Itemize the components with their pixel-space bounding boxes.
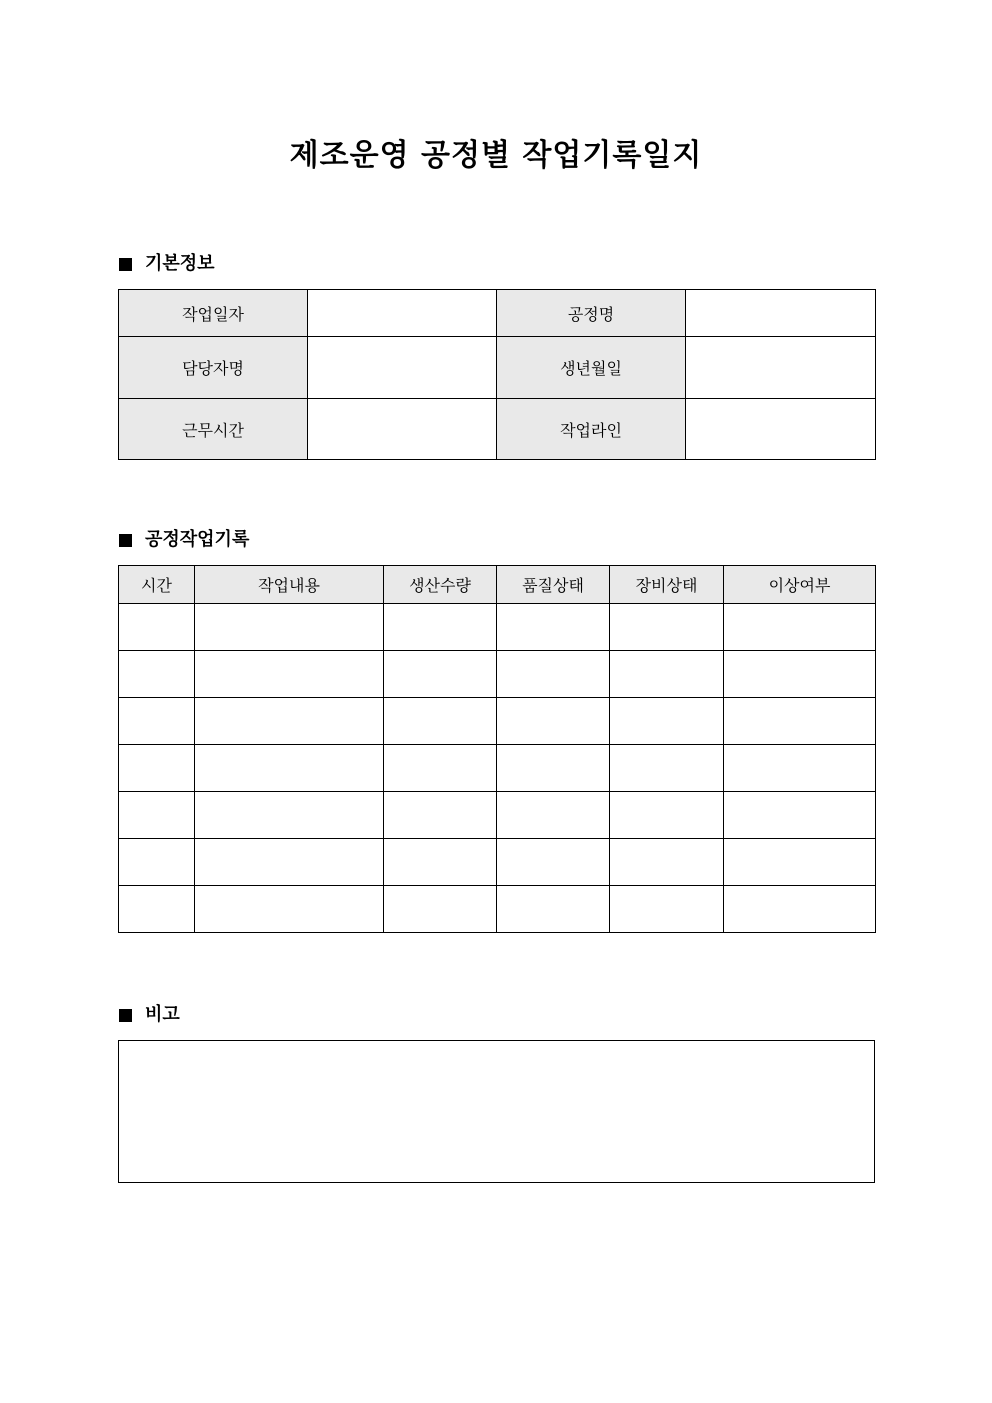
cell-production-qty[interactable] bbox=[384, 792, 497, 839]
table-row bbox=[119, 337, 876, 399]
table-row bbox=[119, 651, 876, 698]
section-heading-remarks bbox=[119, 1003, 180, 1027]
cell-time[interactable] bbox=[119, 698, 195, 745]
cell-anomaly[interactable] bbox=[724, 745, 876, 792]
field-manager-name[interactable] bbox=[308, 337, 497, 399]
cell-work-content[interactable] bbox=[195, 792, 384, 839]
cell-work-content[interactable] bbox=[195, 698, 384, 745]
label-birth-date: 생년월일 bbox=[497, 337, 686, 399]
section-heading-label: 공정작업기록 bbox=[145, 529, 250, 550]
cell-quality-status[interactable] bbox=[497, 886, 610, 933]
table-row bbox=[119, 290, 876, 337]
cell-production-qty[interactable] bbox=[384, 604, 497, 651]
label-work-hours: 근무시간 bbox=[119, 399, 308, 460]
cell-quality-status[interactable] bbox=[497, 604, 610, 651]
cell-equipment-status[interactable] bbox=[610, 886, 724, 933]
cell-time[interactable] bbox=[119, 604, 195, 651]
label-work-date: 작업일자 bbox=[119, 290, 308, 337]
column-header-time: 시간 bbox=[119, 566, 195, 604]
field-work-hours[interactable] bbox=[308, 399, 497, 460]
cell-equipment-status[interactable] bbox=[610, 604, 724, 651]
field-birth-date[interactable] bbox=[686, 337, 876, 399]
cell-quality-status[interactable] bbox=[497, 792, 610, 839]
table-row bbox=[119, 886, 876, 933]
table-row bbox=[119, 745, 876, 792]
cell-quality-status[interactable] bbox=[497, 839, 610, 886]
label-process-name: 공정명 bbox=[497, 290, 686, 337]
section-heading-basic-info bbox=[119, 252, 215, 276]
black-square-icon bbox=[119, 534, 132, 547]
table-row bbox=[119, 792, 876, 839]
label-manager-name: 담당자명 bbox=[119, 337, 308, 399]
table-row bbox=[119, 604, 876, 651]
label-work-line: 작업라인 bbox=[497, 399, 686, 460]
remarks-field[interactable] bbox=[118, 1040, 875, 1183]
table-row bbox=[119, 839, 876, 886]
table-row bbox=[119, 399, 876, 460]
column-header-anomaly: 이상여부 bbox=[724, 566, 876, 604]
cell-quality-status[interactable] bbox=[497, 651, 610, 698]
page-title: 제조운영 공정별 작업기록일지 bbox=[289, 138, 703, 173]
cell-production-qty[interactable] bbox=[384, 886, 497, 933]
table-row bbox=[119, 698, 876, 745]
cell-quality-status[interactable] bbox=[497, 745, 610, 792]
cell-time[interactable] bbox=[119, 745, 195, 792]
column-header-work-content: 작업내용 bbox=[195, 566, 384, 604]
field-work-date[interactable] bbox=[308, 290, 497, 337]
cell-time[interactable] bbox=[119, 886, 195, 933]
cell-time[interactable] bbox=[119, 651, 195, 698]
cell-work-content[interactable] bbox=[195, 651, 384, 698]
work-record-body bbox=[119, 604, 876, 933]
cell-equipment-status[interactable] bbox=[610, 745, 724, 792]
column-header-production-qty: 생산수량 bbox=[384, 566, 497, 604]
black-square-icon bbox=[119, 1009, 132, 1022]
column-header-equipment-status: 장비상태 bbox=[610, 566, 724, 604]
cell-equipment-status[interactable] bbox=[610, 839, 724, 886]
cell-work-content[interactable] bbox=[195, 604, 384, 651]
cell-equipment-status[interactable] bbox=[610, 792, 724, 839]
section-heading-label: 기본정보 bbox=[145, 253, 215, 274]
field-work-line[interactable] bbox=[686, 399, 876, 460]
cell-quality-status[interactable] bbox=[497, 698, 610, 745]
cell-anomaly[interactable] bbox=[724, 886, 876, 933]
cell-time[interactable] bbox=[119, 792, 195, 839]
cell-anomaly[interactable] bbox=[724, 604, 876, 651]
cell-work-content[interactable] bbox=[195, 839, 384, 886]
cell-production-qty[interactable] bbox=[384, 745, 497, 792]
black-square-icon bbox=[119, 258, 132, 271]
work-record-table bbox=[118, 565, 876, 933]
section-heading-work-record bbox=[119, 528, 249, 552]
cell-anomaly[interactable] bbox=[724, 792, 876, 839]
table-header-row bbox=[119, 566, 876, 604]
cell-equipment-status[interactable] bbox=[610, 651, 724, 698]
cell-time[interactable] bbox=[119, 839, 195, 886]
cell-anomaly[interactable] bbox=[724, 698, 876, 745]
cell-work-content[interactable] bbox=[195, 886, 384, 933]
cell-equipment-status[interactable] bbox=[610, 698, 724, 745]
cell-production-qty[interactable] bbox=[384, 651, 497, 698]
cell-production-qty[interactable] bbox=[384, 839, 497, 886]
basic-info-table bbox=[118, 289, 876, 460]
cell-anomaly[interactable] bbox=[724, 839, 876, 886]
field-process-name[interactable] bbox=[686, 290, 876, 337]
column-header-quality-status: 품질상태 bbox=[497, 566, 610, 604]
cell-anomaly[interactable] bbox=[724, 651, 876, 698]
cell-production-qty[interactable] bbox=[384, 698, 497, 745]
section-heading-label: 비고 bbox=[145, 1004, 180, 1025]
cell-work-content[interactable] bbox=[195, 745, 384, 792]
